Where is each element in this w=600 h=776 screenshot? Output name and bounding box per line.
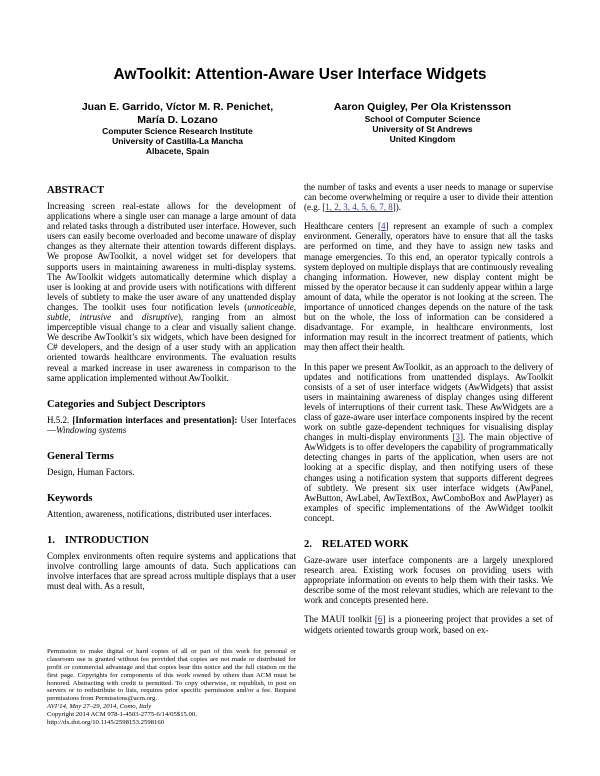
two-column-body [0,182,600,727]
citation-link[interactable]: 3 [455,432,460,443]
citation-link[interactable]: 4 [381,221,386,232]
section-number: 1. [47,535,55,547]
conference-info: AVI’14, May 27–29, 2014, Como, Italy [47,703,152,711]
abstract-heading: ABSTRACT [47,185,105,196]
body-paragraph [304,362,553,524]
author-affiliation: Albacete, Spain [145,146,210,156]
author-affiliation: Computer Science Research Institute [102,126,253,136]
author-affiliation: United Kingdom [389,133,456,144]
body-paragraph [304,221,553,352]
section-number: 2. [304,539,312,550]
author-names: Juan E. Garrido, Víctor M. R. Penichet, [81,101,274,113]
text-segment: Healthcare centers [ [304,221,382,232]
citation-link[interactable]: 1, 2, 3, 4, 5, 6, 7, 8 [325,202,393,213]
body-paragraph: Gaze-aware user interface components are a largely unexplored research area. Existing work focuses on providing users with appropriate information on events to help them with their tasks. We describe some of the most relevant studies, which are relevant to the work and concepts presented here. [304,555,553,606]
author-affiliation: School of Computer Science [364,113,481,124]
text-segment: In this paper we present AwToolkit, as an approach to the delivery of updates and notifications from unattended displays. AwToolkit consists of a set of user interface widgets (AwWidgets) that assist users in maintaining awareness of display changes using different levels of interruptions of their current task. These AwWidgets are a class of gaze-aware user interface components inspired by the recent work on subtle gaze-dependent techniques for visualising display changes in multi-display environments [ [304,361,553,443]
author-section [0,101,600,156]
text-segment: ]. The main objective of AwWidgets is to offer developers the capability of programmatically detecting changes in parts of the application, when users are not looking at a specific display, and then notifying users of these changes using a notification system that supports different degrees of subtlety. We present six user interface widgets (AwPanel, AwButton, AwLabel, AwTextBox, AwComboBox and AwPlayer) as examples of specific implementations of the AwWidget toolkit concept. [304,432,553,523]
text-segment: ] represent an example of such a complex environment. Generally, operators have to ensure that all the tasks are performed on time, and they have to assign new tasks and manage emergencies. To this end, an operator typically controls a system deployed on multiple displays that are continuously revealing changing information. However, new display content might be missed by the operator because it can suddenly appear within a large amount of data, while the operator is not looking at the screen. The importance of unnoticed changes depends on the nature of the task but on the whole, the loss of information can be considered a disadvantage. For example, in healthcare environments, lost information may result in the incorrect treatment of patients, which may then affect their health. [304,221,553,353]
copyright-block [47,648,296,727]
section-title: INTRODUCTION [64,535,149,547]
body-paragraph [304,182,553,212]
text-segment: and [111,312,142,323]
right-column [304,182,553,727]
author-names: Aaron Quigley, Per Ola Kristensson [333,101,512,113]
author-affiliation: University of St Andrews [372,123,473,134]
text-segment: unnoticeable, subtle, intrusive [47,301,296,323]
keywords-heading: Keywords [47,492,93,504]
general-terms-heading: General Terms [47,450,114,462]
citation-link[interactable]: 6 [377,614,383,625]
author-affiliation: University of Castilla-La Mancha [112,136,243,146]
categories-paragraph [47,415,296,435]
keywords-paragraph: Attention, awareness, notifications, distributed user interfaces. [47,508,272,519]
paper-title: AwToolkit: Attention-Aware User Interface Widgets [113,66,487,83]
text-segment: User Interfaces— [47,414,296,435]
general-terms-paragraph: Design, Human Factors. [47,466,135,477]
text-segment: Increasing screen real-estate allows for the development of applications where a single user can manage a large amount of data and related tasks through a distributed user interface. However, such users can easily become overloaded and become unaware of display changes as they alternate their attention towards different displays. We propose AwToolkit, a novel widget set for developers that supports users in maintaining awareness in multi-display systems. The AwToolkit widgets automatically determine which display a user is looking at and provide users with notifications with different levels of subtlety to make the user aware of any unattended display changes. The toolkit uses four notification levels ( [47,201,296,312]
text-segment: H.5.2. [47,414,73,425]
section-title: RELATED WORK [321,539,409,550]
introduction-paragraph: Complex environments often require systems and applications that involve controlling large amounts of data. Such applications can involve interfaces that are spread across multiple displays that a user must deal with. As a result, [47,551,296,592]
categories-heading: Categories and Subject Descriptors [47,398,206,410]
text-segment: ), ranging from an almost imperceptible visual change to a clear and visually salient change. We describe AwToolkit’s six widgets, which have been designed for C# developers, and the design of a user study with an application oriented towards healthcare environments. The evaluation results reveal a marked increase in user awareness in comparison to the same application implemented without AwToolkit. [47,312,296,383]
left-column [47,182,296,727]
abstract-paragraph [47,201,296,383]
text-segment: the number of tasks and events a user needs to manage or supervise can become overwhelming or require a user to divide their attention (e.g. [ [304,182,553,213]
author-names: María D. Lozano [137,113,218,126]
permission-notice: Permission to make digital or hard copies of all or part of this work for personal or classroom use is granted without fee provided that copies are not made or distributed for profit or commercial advantage and that copies bear this notice and the full citation on the first page. Copyrights for components of this work owned by others than ACM must be honored. Abstracting with credit is permitted. To copy otherwise, or republish, to post on servers or to redistribute to lists, requires prior specific permission and/or a fee. Request permissions from Permissions@acm.org. [47,647,296,703]
doi-link: http://dx.doi.org/10.1145/2598153.2598160 [47,719,165,727]
text-segment: ] is a pioneering project that provides a set of widgets oriented towards group work, based on ex- [304,614,553,635]
text-segment: [Information interfaces and presentation]: [72,414,238,425]
body-paragraph [304,614,553,634]
text-segment: The MAUI toolkit [ [304,614,378,625]
introduction-heading [47,535,296,547]
related-work-heading [304,539,553,551]
copyright-line: Copyright 2014 ACM 978-1-4503-2775-6/14/05$15.00. [47,711,197,719]
text-segment: ]). [392,202,401,213]
text-segment: Windowing systems [56,424,127,435]
author-block-right [300,101,545,156]
author-block-left [55,101,300,156]
text-segment: disruptive [141,312,178,323]
